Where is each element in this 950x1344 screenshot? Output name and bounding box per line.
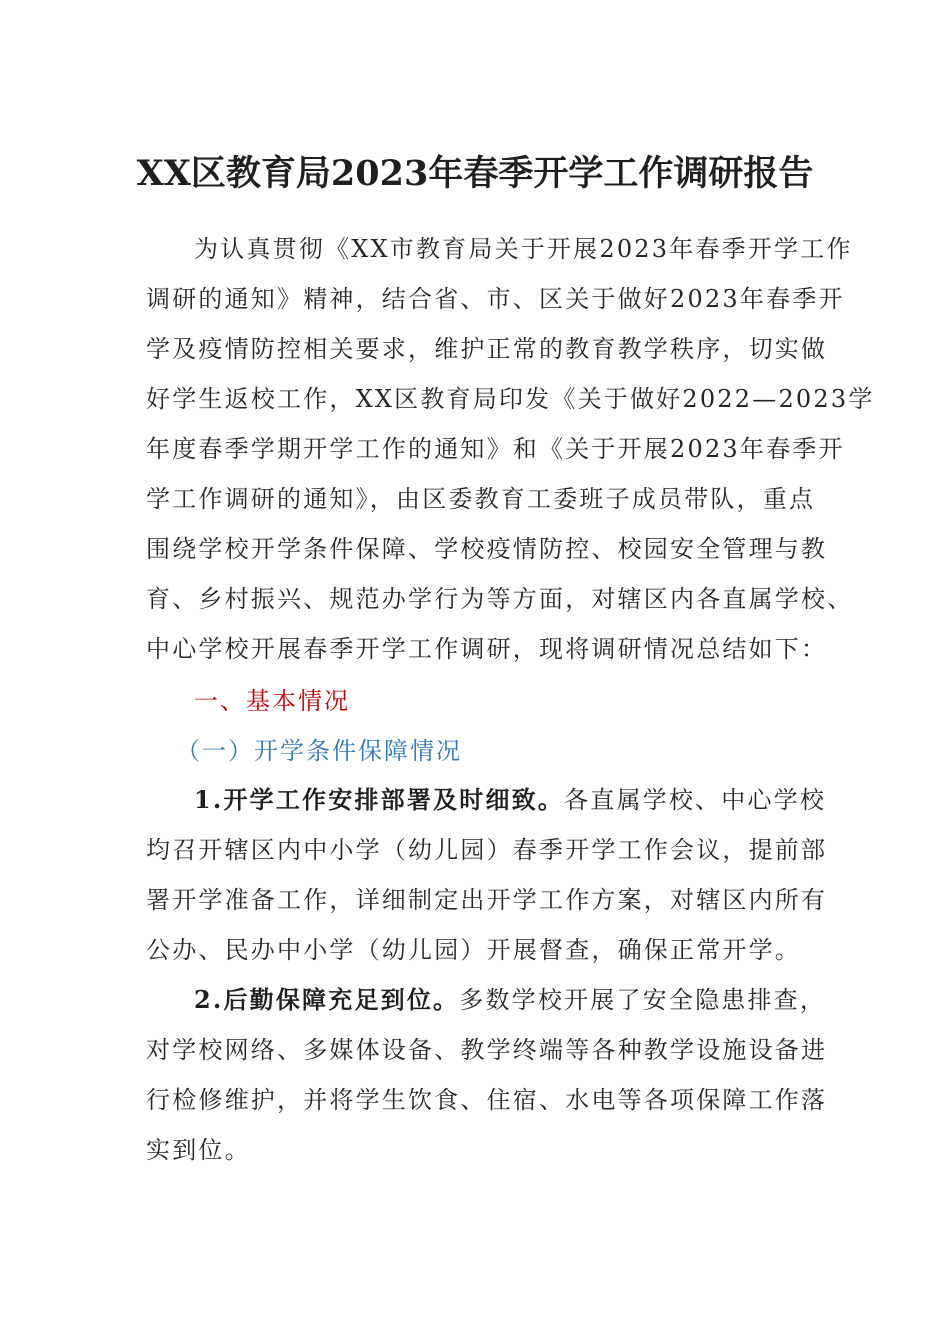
item2-lead: 2.后勤保障充足到位。 [194, 985, 460, 1014]
item2-line-4: 实到位。 [146, 1136, 251, 1164]
item1-line-4: 公办、民办中小学（幼儿园）开展督查，确保正常开学。 [146, 936, 801, 964]
item1-lead: 1.开学工作安排部署及时细致。 [194, 785, 565, 814]
item1-first-line [194, 780, 854, 820]
item2-line-3: 行检修维护，并将学生饮食、住宿、水电等各项保障工作落 [146, 1086, 828, 1114]
intro-line-1: 为认真贯彻《XX市教育局关于开展2023年春季开学工作 [194, 235, 853, 263]
intro-line-5: 年度春季学期开学工作的通知》和《关于开展2023年春季开 [146, 435, 845, 463]
intro-line-2: 调研的通知》精神，结合省、市、区关于做好2023年春季开 [146, 285, 845, 313]
intro-line-7: 围绕学校开学条件保障、学校疫情防控、校园安全管理与教 [146, 535, 828, 563]
intro-line-8: 育、乡村振兴、规范办学行为等方面，对辖区内各直属学校、 [146, 585, 854, 613]
intro-line-6: 学工作调研的通知》，由区委教育工委班子成员带队，重点 [146, 485, 816, 513]
document-title: XX区教育局2023年春季开学工作调研报告 [136, 153, 814, 194]
item2-first-line [194, 980, 854, 1020]
intro-line-3: 学及疫情防控相关要求，维护正常的教育教学秩序，切实做 [146, 335, 828, 363]
section-heading-basic: 一、基本情况 [194, 687, 350, 715]
intro-line-4: 好学生返校工作，XX区教育局印发《关于做好2022—2023学 [146, 385, 875, 413]
item1-line-2: 均召开辖区内中小学（幼儿园）春季开学工作会议，提前部 [146, 836, 828, 864]
item1-line-3: 署开学准备工作，详细制定出开学工作方案，对辖区内所有 [146, 886, 828, 914]
item1-rest: 各直属学校、中心学校 [564, 786, 827, 814]
item2-line-2: 对学校网络、多媒体设备、教学终端等各种教学设施设备进 [146, 1036, 828, 1064]
intro-line-9: 中心学校开展春季开学工作调研，现将调研情况总结如下： [146, 635, 828, 663]
item2-rest: 多数学校开展了安全隐患排查， [459, 986, 827, 1014]
subsection-heading-conditions: （一）开学条件保障情况 [176, 737, 462, 765]
